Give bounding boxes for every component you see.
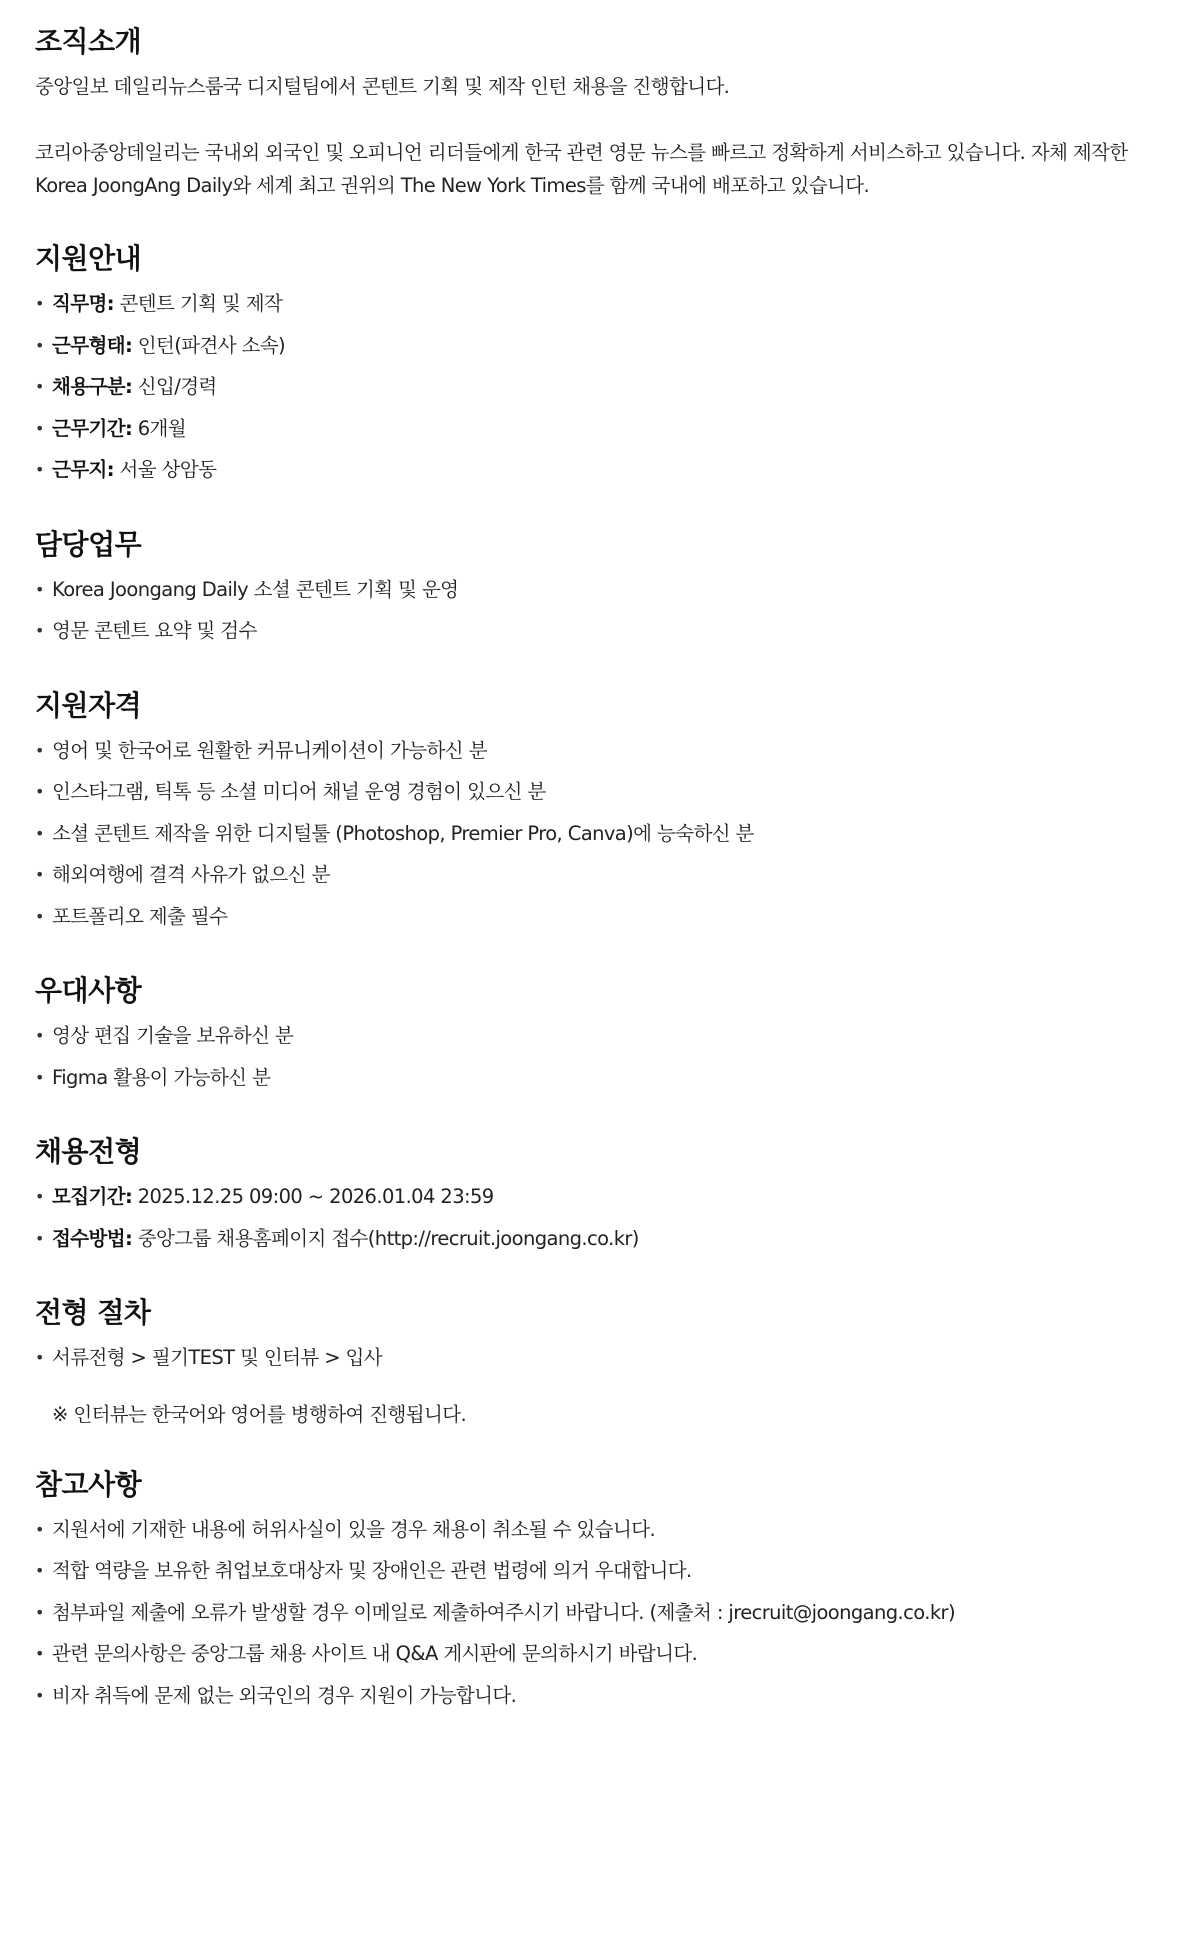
item-text: 영어 및 한국어로 원활한 커뮤니케이션이 가능하신 분: [52, 738, 487, 762]
list-item: [35, 283, 1142, 325]
item-value: 서울 상암동: [113, 458, 217, 481]
item-text: 서류전형 > 필기TEST 및 인터뷰 > 입사: [52, 1346, 383, 1369]
item-text: 적합 역량을 보유한 취업보호대상자 및 장애인은 관련 법령에 의거 우대합니다.: [52, 1559, 692, 1582]
item-label: 모집기간:: [52, 1185, 133, 1208]
list-item: [35, 1592, 1142, 1634]
list-item: [35, 1675, 1142, 1717]
section-intro: [35, 18, 1142, 202]
item-text: 소셜 콘텐트 제작을 위한 디지털툴 (Photoshop, Premier Pro, Canva)에 능숙하신 분: [52, 821, 754, 845]
duties-list: [35, 569, 1142, 652]
list-item: [35, 325, 1142, 367]
bullet: •: [35, 1519, 44, 1539]
item-text: Korea Joongang Daily 소셜 콘텐트 기획 및 운영: [52, 577, 459, 601]
item-text: 해외여행에 결격 사유가 없으신 분: [52, 863, 330, 886]
section-title-process: 전형 절차: [35, 1296, 151, 1329]
item-text: 관련 문의사항은 중앙그룹 채용 사이트 내 Q&A 게시판에 문의하시기 바랍니다.: [52, 1642, 698, 1665]
bullet: •: [35, 294, 44, 313]
list-item: [35, 1176, 1142, 1218]
item-value: 인턴(파견사 소속): [132, 333, 286, 357]
list-item: [35, 408, 1142, 450]
intro-paragraph-2-line-2: Korea JoongAng Daily와 세계 최고 권위의 The New York Times를 함께 국내에 배포하고 있습니다.: [35, 174, 870, 197]
list-item: [35, 813, 1142, 855]
list-item: [35, 366, 1142, 408]
item-text: Figma 활용이 가능하신 분: [52, 1065, 271, 1089]
recruitment-list: [35, 1176, 1142, 1259]
item-text: 첨부파일 제출에 오류가 발생할 경우 이메일로 제출하여주시기 바랍니다. (제출처 : jrecruit@joongang.co.kr): [52, 1600, 955, 1624]
item-value: 2025.12.25 09:00 ~ 2026.01.04 23:59: [132, 1185, 494, 1208]
section-apply-info: [35, 235, 1142, 491]
item-text: 비자 취득에 문제 없는 외국인의 경우 지원이 가능합니다.: [52, 1683, 517, 1707]
section-recruitment: [35, 1128, 1142, 1259]
bullet: •: [35, 418, 44, 438]
intro-paragraph-2-line-1: 코리아중앙데일리는 국내외 외국인 및 오피니언 리더들에게 한국 관련 영문 뉴스를 빠르고 정확하게 서비스하고 있습니다. 자체 제작한: [35, 141, 1128, 164]
bullet: •: [35, 621, 44, 640]
section-qualifications: [35, 682, 1142, 938]
list-item: [35, 1218, 1142, 1260]
list-item: [35, 1015, 1142, 1057]
bullet: •: [35, 1228, 44, 1248]
section-notes: [35, 1461, 1142, 1717]
list-item: [35, 1509, 1142, 1551]
list-item: [35, 1550, 1142, 1592]
bullet: •: [35, 460, 44, 479]
section-title-qualifications: 지원자격: [35, 688, 142, 722]
section-title-intro: 조직소개: [35, 25, 142, 58]
bullet: •: [35, 335, 44, 355]
bullet: •: [35, 782, 44, 801]
item-value: 콘텐트 기획 및 제작: [113, 292, 283, 315]
section-title-duties: 담당업무: [35, 527, 142, 561]
item-text: 영문 콘텐트 요약 및 검수: [52, 619, 257, 642]
item-text: 인스타그램, 틱톡 등 소셜 미디어 채널 운영 경험이 있으신 분: [52, 780, 546, 803]
item-label: 직무명:: [52, 292, 114, 315]
item-label: 근무형태:: [52, 333, 133, 357]
bullet: •: [35, 1026, 44, 1045]
intro-paragraph-1: 중앙일보 데일리뉴스룸국 디지털팀에서 콘텐트 기획 및 제작 인턴 채용을 진행합니다.: [35, 75, 730, 98]
section-preferences: [35, 967, 1142, 1098]
bullet: •: [35, 1067, 44, 1087]
item-label: 접수방법:: [52, 1226, 133, 1250]
bullet: •: [35, 823, 44, 843]
item-label: 근무기간:: [52, 416, 133, 440]
section-title-apply-info: 지원안내: [35, 242, 142, 275]
item-value: 중앙그룹 채용홈페이지 접수(http://recruit.joongang.co.kr): [132, 1226, 639, 1250]
notes-list: [35, 1509, 1142, 1717]
item-label: 채용구분:: [52, 375, 133, 398]
qualifications-list: [35, 730, 1142, 938]
list-item: [35, 771, 1142, 813]
bullet: •: [35, 1348, 44, 1367]
list-item: [35, 896, 1142, 938]
list-item: [35, 1633, 1142, 1675]
bullet: •: [35, 1685, 44, 1705]
section-duties: [35, 521, 1142, 652]
bullet: •: [35, 579, 44, 599]
item-value: 신입/경력: [132, 375, 217, 398]
bullet: •: [35, 1644, 44, 1663]
section-title-notes: 참고사항: [35, 1467, 142, 1501]
list-item: [35, 854, 1142, 896]
process-list: [35, 1337, 1142, 1379]
bullet: •: [35, 906, 44, 926]
section-title-preferences: 우대사항: [35, 974, 142, 1007]
section-title-recruitment: 채용전형: [35, 1135, 142, 1168]
list-item: [35, 449, 1142, 491]
bullet: •: [35, 1602, 44, 1622]
bullet: •: [35, 377, 44, 396]
preferences-list: [35, 1015, 1142, 1098]
list-item: [35, 610, 1142, 652]
item-value: 6개월: [132, 416, 187, 440]
item-text: 지원서에 기재한 내용에 허위사실이 있을 경우 채용이 취소될 수 있습니다.: [52, 1517, 656, 1541]
process-note: ※ 인터뷰는 한국어와 영어를 병행하여 진행됩니다.: [52, 1402, 467, 1426]
item-text: 포트폴리오 제출 필수: [52, 904, 228, 928]
list-item: [35, 1337, 1142, 1379]
list-item: [35, 730, 1142, 772]
list-item: [35, 1057, 1142, 1099]
item-text: 영상 편집 기술을 보유하신 분: [52, 1024, 294, 1047]
list-item: [35, 569, 1142, 611]
section-process: [35, 1289, 1142, 1431]
bullet: •: [35, 1561, 44, 1580]
item-label: 근무지:: [52, 458, 114, 481]
apply-info-list: [35, 283, 1142, 491]
bullet: •: [35, 1187, 44, 1206]
bullet: •: [35, 740, 44, 760]
bullet: •: [35, 865, 44, 884]
